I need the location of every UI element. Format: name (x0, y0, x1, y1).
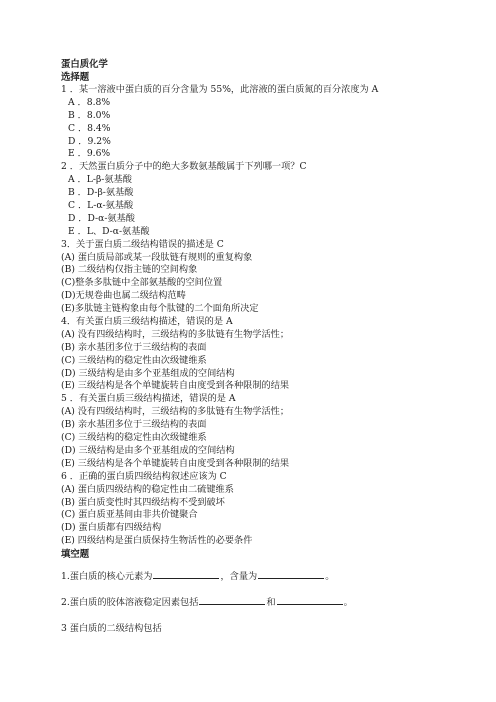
option: A ．L-β-氨基酸 (68, 174, 132, 186)
fill-text: 2.蛋白质的胶体溶液稳定因素包括 (61, 597, 199, 609)
option: (B) 亲水基团多位于三级结构的表面 (61, 419, 207, 431)
option: (B) 二级结构仅指主链的空间构象 (61, 264, 198, 276)
fill-text: 1.蛋白质的核心元素为 (61, 571, 153, 583)
option: (E) 三级结构是各个单键旋转自由度受到各种限制的结果 (61, 457, 290, 469)
option: B ．8.0% (68, 109, 111, 121)
question-6 (61, 471, 461, 548)
section-heading-fill: 填空题 (61, 549, 90, 561)
option: C ．L-α-氨基酸 (68, 200, 134, 212)
question-5 (61, 393, 461, 470)
answer-blank[interactable] (153, 570, 219, 579)
option: E ．9.6% (68, 148, 111, 160)
option: C ．8.4% (68, 122, 111, 134)
option: (D) 三级结构是由多个亚基组成的空间结构 (61, 367, 235, 379)
option: (D) 三级结构是由多个亚基组成的空间结构 (61, 444, 235, 456)
answer-blank[interactable] (277, 596, 343, 605)
doc-title: 蛋白质化学 (61, 59, 108, 70)
option: (E) 四级结构是蛋白质保持生物活性的必要条件 (61, 535, 253, 547)
option: (C) 三级结构的稳定性由次级键维系 (61, 432, 207, 444)
option: D ．9.2% (68, 135, 111, 147)
option: (A) 没有四级结构时，三级结构的多肽链有生物学活性； (61, 328, 290, 340)
question-stem: 5 ．有关蛋白质三级结构描述，错误的是 A (61, 393, 236, 405)
option: (D) 蛋白质都有四级结构 (61, 522, 162, 534)
option: (D)无规卷曲也属二级结构范畴 (61, 290, 186, 302)
question-stem: 4．有关蛋白质三级结构描述，错误的是 A (61, 316, 233, 328)
fill-text: ，含量为 (220, 571, 258, 583)
question-stem: 3．关于蛋白质二级结构错误的描述是 C (61, 238, 224, 250)
option: (B) 蛋白质变性时其四级结构不受到破坏 (61, 496, 225, 508)
option: D ．D-α-氨基酸 (68, 212, 135, 224)
question-2 (61, 161, 461, 238)
fill-text: 3 蛋白质的二级结构包括 (61, 623, 162, 635)
option: A ．8.8% (68, 96, 111, 108)
option: (A) 蛋白质四级结构的稳定性由二硫键维系 (61, 483, 234, 495)
option: (A) 蛋白质局部或某一段肽链有规则的重复构象 (61, 251, 253, 263)
option: (C) 蛋白质亚基间由非共价键聚合 (61, 509, 198, 521)
option: (B) 亲水基团多位于三级结构的表面 (61, 341, 207, 353)
fill-item-3 (61, 619, 461, 639)
fill-item-1 (61, 567, 461, 587)
option: (E)多肽链主链构象由每个肽键的二个面角所决定 (61, 303, 259, 315)
document-body (61, 58, 461, 639)
option: (C)整条多肽链中全部氨基酸的空间位置 (61, 277, 223, 289)
fill-text: 。 (325, 571, 335, 583)
section-heading-choice: 选择题 (61, 72, 90, 83)
question-1 (61, 84, 461, 161)
fill-item-2 (61, 593, 461, 613)
fill-text: 。 (343, 597, 353, 609)
option: (C) 三级结构的稳定性由次级键维系 (61, 354, 207, 366)
question-stem: 2 ．天然蛋白质分子中的绝大多数氨基酸属于下列哪一项？C (61, 161, 307, 173)
option: (E) 三级结构是各个单键旋转自由度受到各种限制的结果 (61, 380, 290, 392)
question-3 (61, 239, 461, 316)
fill-text: 和 (266, 597, 276, 609)
option: (A) 没有四级结构时，三级结构的多肽链有生物学活性； (61, 406, 290, 418)
answer-blank[interactable] (199, 596, 265, 605)
question-4 (61, 316, 461, 393)
answer-blank[interactable] (258, 570, 324, 579)
question-stem: 6 ．正确的蛋白质四级结构叙述应该为 C (61, 470, 227, 482)
question-stem: 1 ．某一溶液中蛋白质的百分含量为 55%，此溶液的蛋白质氮的百分浓度为 A (61, 84, 379, 95)
option: B ．D-β-氨基酸 (68, 187, 134, 199)
option: E ．L、D-α-氨基酸 (68, 225, 150, 237)
